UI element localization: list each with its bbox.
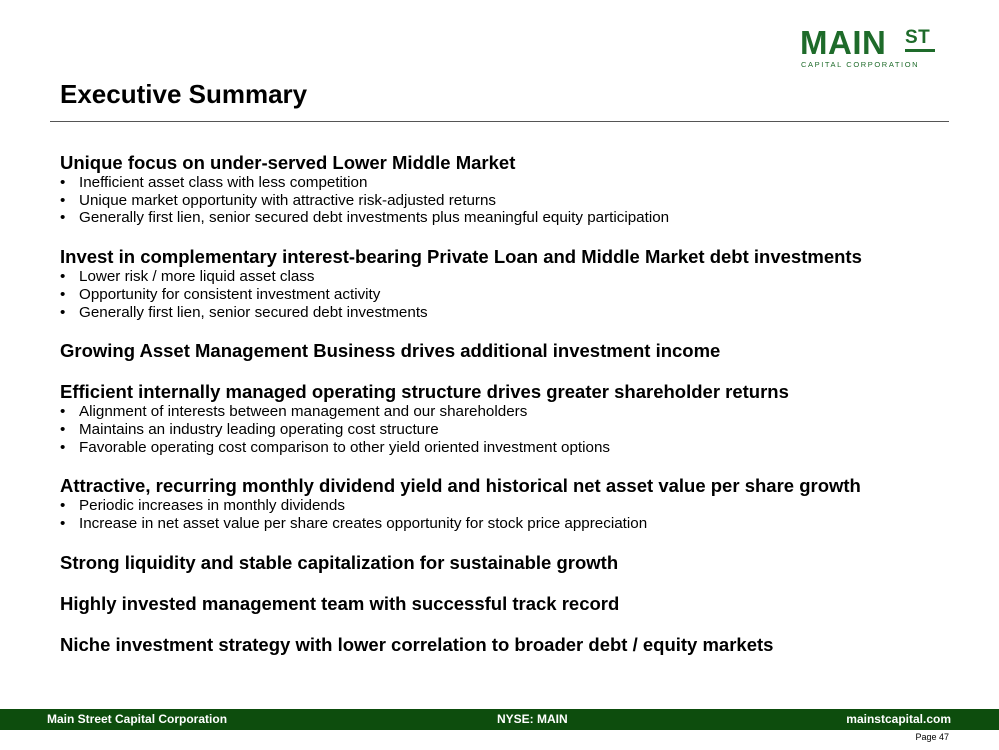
section-heading: Efficient internally managed operating structure drives greater shareholder returns	[60, 381, 789, 403]
footer-bar	[0, 709, 999, 730]
bullet-item: • Periodic increases in monthly dividends	[60, 497, 950, 515]
summary-section	[60, 381, 950, 456]
bullet-item: • Maintains an industry leading operating cost structure	[60, 421, 950, 439]
summary-section	[60, 152, 950, 227]
summary-section	[60, 593, 950, 615]
bullet-item: • Opportunity for consistent investment activity	[60, 286, 950, 304]
footer-company-name: Main Street Capital Corporation	[47, 712, 228, 726]
company-logo	[800, 26, 940, 72]
summary-section	[60, 246, 950, 321]
bullet-item: • Unique market opportunity with attractive risk-adjusted returns	[60, 192, 950, 210]
section-heading: Unique focus on under-served Lower Middle Market	[60, 152, 516, 173]
page-number: Page 47	[915, 732, 949, 742]
section-heading: Niche investment strategy with lower correlation to broader debt / equity markets	[60, 633, 774, 655]
bullet-list	[60, 497, 950, 532]
summary-content	[60, 152, 950, 675]
logo-subtitle: CAPITAL CORPORATION	[801, 60, 920, 69]
section-heading: Highly invested management team with successful track record	[60, 592, 620, 614]
page-title: Executive Summary	[60, 79, 308, 109]
bullet-item: • Lower risk / more liquid asset class	[60, 268, 950, 286]
section-heading: Strong liquidity and stable capitalization for sustainable growth	[60, 551, 619, 573]
title-divider	[50, 121, 949, 122]
logo-underline	[905, 49, 935, 52]
bullet-item: • Generally first lien, senior secured debt investments	[60, 304, 950, 322]
bullet-list	[60, 403, 950, 456]
footer-website-link[interactable]: mainstcapital.com	[846, 712, 951, 726]
bullet-list	[60, 174, 950, 227]
footer-ticker: NYSE: MAIN	[497, 712, 568, 726]
summary-section	[60, 475, 950, 532]
bullet-item: • Inefficient asset class with less competition	[60, 174, 950, 192]
summary-section	[60, 634, 950, 656]
section-heading: Growing Asset Management Business drives additional investment income	[60, 340, 721, 362]
logo-main-text: MAIN	[800, 24, 887, 61]
logo-superscript-text: ST	[905, 27, 931, 48]
bullet-item: • Generally first lien, senior secured debt investments plus meaningful equity participation	[60, 209, 950, 227]
bullet-list	[60, 268, 950, 321]
section-heading: Invest in complementary interest-bearing Private Loan and Middle Market debt investments	[60, 246, 862, 268]
bullet-item: • Alignment of interests between management and our shareholders	[60, 403, 950, 421]
bullet-item: • Favorable operating cost comparison to other yield oriented investment options	[60, 439, 950, 457]
summary-section	[60, 340, 950, 362]
bullet-item: • Increase in net asset value per share creates opportunity for stock price appreciation	[60, 515, 950, 533]
section-heading: Attractive, recurring monthly dividend yield and historical net asset value per share growth	[60, 475, 861, 497]
summary-section	[60, 552, 950, 574]
